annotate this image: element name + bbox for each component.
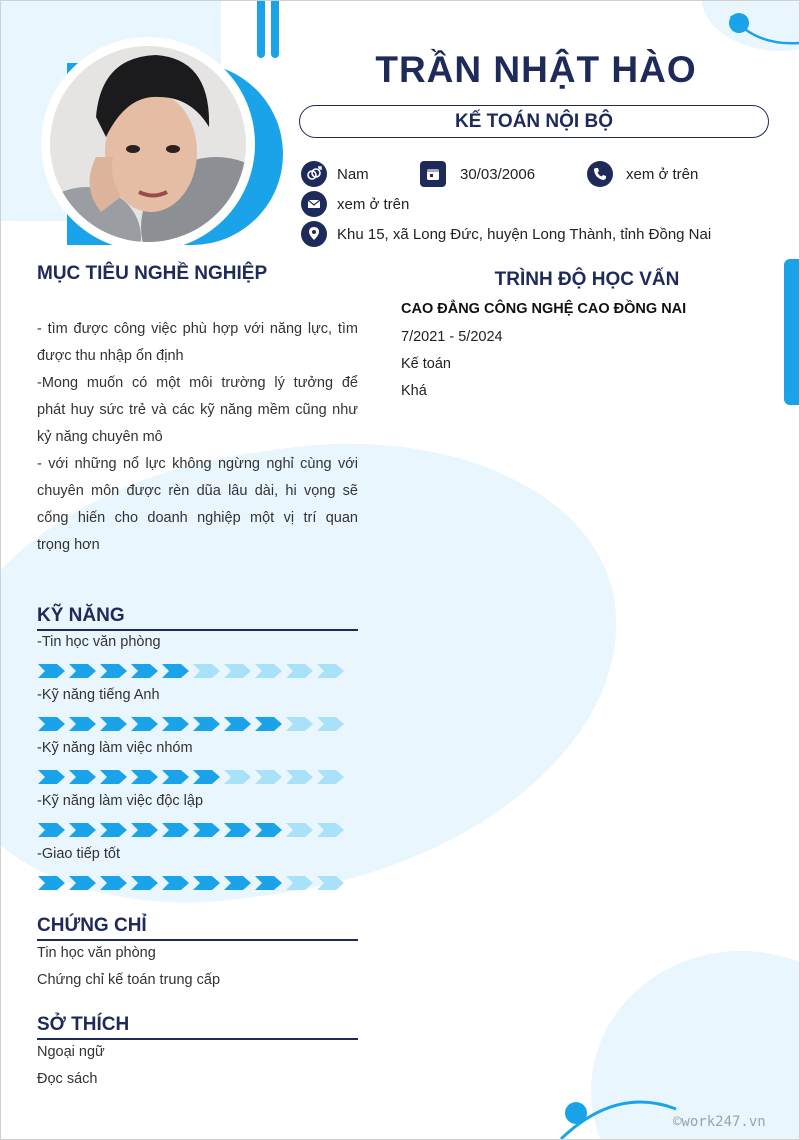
skill-chevron-filled (161, 770, 192, 784)
education-title: TRÌNH ĐỘ HỌC VẤN (494, 269, 680, 290)
skill-chevron-filled (130, 770, 161, 784)
objective-line: - tìm được công việc phù hợp với năng lực, tìm (37, 321, 358, 337)
skill-chevron-filled (37, 717, 68, 731)
skill-chevron-filled (223, 717, 254, 731)
skill-chevron-filled (130, 823, 161, 837)
objective-line: được thu nhập ổn định (37, 348, 184, 364)
phone-icon (587, 161, 613, 187)
skill-chevron-empty (285, 717, 316, 731)
skill-chevron-empty (254, 664, 285, 678)
email-icon (301, 191, 327, 217)
hobby-item: Ngoại ngữ (37, 1044, 105, 1060)
hobbies-title: SỞ THÍCH (37, 1014, 130, 1035)
skill-chevron-filled (130, 717, 161, 731)
skill-chevron-filled (68, 876, 99, 890)
skill-chevron-filled (254, 823, 285, 837)
skill-chevron-filled (161, 664, 192, 678)
skill-level-bar (37, 876, 347, 890)
skill-level-bar (37, 717, 347, 731)
skill-chevron-filled (223, 876, 254, 890)
skill-chevron-filled (37, 876, 68, 890)
deco-bar-right (271, 0, 279, 58)
objective-line: phát huy sức trẻ và các kỹ năng mềm cũng như (37, 402, 358, 418)
skill-chevron-filled (37, 664, 68, 678)
skill-chevron-empty (192, 664, 223, 678)
skill-chevron-empty (316, 664, 347, 678)
skill-chevron-empty (316, 823, 347, 837)
gender-value: Nam (337, 166, 369, 183)
gender-icon (301, 161, 327, 187)
skill-chevron-filled (68, 717, 99, 731)
skill-chevron-empty (316, 876, 347, 890)
skill-chevron-filled (37, 823, 68, 837)
objective-line: -Mong muốn có một môi trường lý tưởng để (37, 375, 358, 391)
education-period: 7/2021 - 5/2024 (401, 329, 503, 345)
skills-title: KỸ NĂNG (37, 605, 125, 626)
skill-chevron-filled (68, 664, 99, 678)
email-value: xem ở trên (337, 196, 410, 213)
skill-chevron-filled (192, 876, 223, 890)
hobby-item: Đọc sách (37, 1071, 98, 1087)
calendar-icon (420, 161, 446, 187)
objective-line: kỷ năng chuyên mô (37, 429, 163, 445)
skill-chevron-filled (68, 823, 99, 837)
skill-label: -Tin học văn phòng (37, 634, 161, 650)
skill-chevron-filled (99, 876, 130, 890)
phone-value: xem ở trên (626, 166, 699, 183)
skill-chevron-filled (192, 770, 223, 784)
certificate-item: Tin học văn phòng (37, 945, 156, 961)
job-position: KẾ TOÁN NỘI BỘ (299, 105, 769, 138)
skill-chevron-filled (99, 770, 130, 784)
deco-bar-left (257, 0, 265, 58)
avatar-photo (41, 37, 255, 251)
skill-chevron-filled (161, 823, 192, 837)
skill-chevron-empty (254, 770, 285, 784)
skill-chevron-empty (223, 770, 254, 784)
education-school: CAO ĐẲNG CÔNG NGHỆ CAO ĐỒNG NAI (401, 301, 687, 317)
skill-chevron-filled (130, 876, 161, 890)
skill-chevron-filled (99, 823, 130, 837)
skill-chevron-filled (99, 664, 130, 678)
objective-text (37, 316, 358, 559)
birthday-value: 30/03/2006 (460, 166, 536, 183)
skill-chevron-filled (192, 717, 223, 731)
skill-chevron-filled (223, 823, 254, 837)
skill-chevron-empty (285, 664, 316, 678)
skill-chevron-filled (161, 876, 192, 890)
objective-line: cống hiến cho doanh nghiệp một vị trí quan (37, 510, 358, 526)
skill-chevron-filled (254, 717, 285, 731)
skill-chevron-filled (99, 717, 130, 731)
education-grade: Khá (401, 383, 427, 399)
deco-right-bar (784, 259, 799, 405)
skill-chevron-filled (254, 876, 285, 890)
objective-line: - với những nổ lực không ngừng nghỉ cùng với (37, 456, 358, 472)
skill-chevron-filled (161, 717, 192, 731)
watermark: ©work247.vn (673, 1114, 766, 1130)
avatar (41, 37, 255, 251)
skill-chevron-empty (223, 664, 254, 678)
skill-chevron-empty (316, 770, 347, 784)
skills-divider (37, 629, 358, 631)
certificates-title: CHỨNG CHỈ (37, 915, 147, 936)
skill-chevron-filled (130, 664, 161, 678)
location-icon (301, 221, 327, 247)
skill-chevron-filled (192, 823, 223, 837)
certificate-item: Chứng chỉ kế toán trung cấp (37, 972, 221, 988)
skill-chevron-empty (285, 770, 316, 784)
skill-level-bar (37, 770, 347, 784)
skill-label: -Kỹ năng làm việc nhóm (37, 740, 193, 756)
objective-line: chuyên môn được rèn dũa lâu dài, hi vọng sẽ (37, 483, 358, 499)
skill-label: -Kỹ năng làm việc độc lập (37, 793, 204, 809)
full-name: TRẦN NHẬT HÀO (375, 49, 697, 90)
skill-label: -Kỹ năng tiếng Anh (37, 687, 160, 703)
skill-chevron-empty (316, 717, 347, 731)
objective-line: trọng hơn (37, 537, 100, 553)
skill-level-bar (37, 823, 347, 837)
skill-chevron-empty (285, 876, 316, 890)
objective-title: MỤC TIÊU NGHỀ NGHIỆP (37, 263, 268, 284)
skill-chevron-filled (37, 770, 68, 784)
skill-level-bar (37, 664, 347, 678)
address-value: Khu 15, xã Long Đức, huyện Long Thành, tỉnh Đồng Nai (337, 226, 712, 243)
skill-chevron-filled (68, 770, 99, 784)
skill-chevron-empty (285, 823, 316, 837)
education-major: Kế toán (401, 356, 451, 372)
skill-label: -Giao tiếp tốt (37, 846, 121, 862)
